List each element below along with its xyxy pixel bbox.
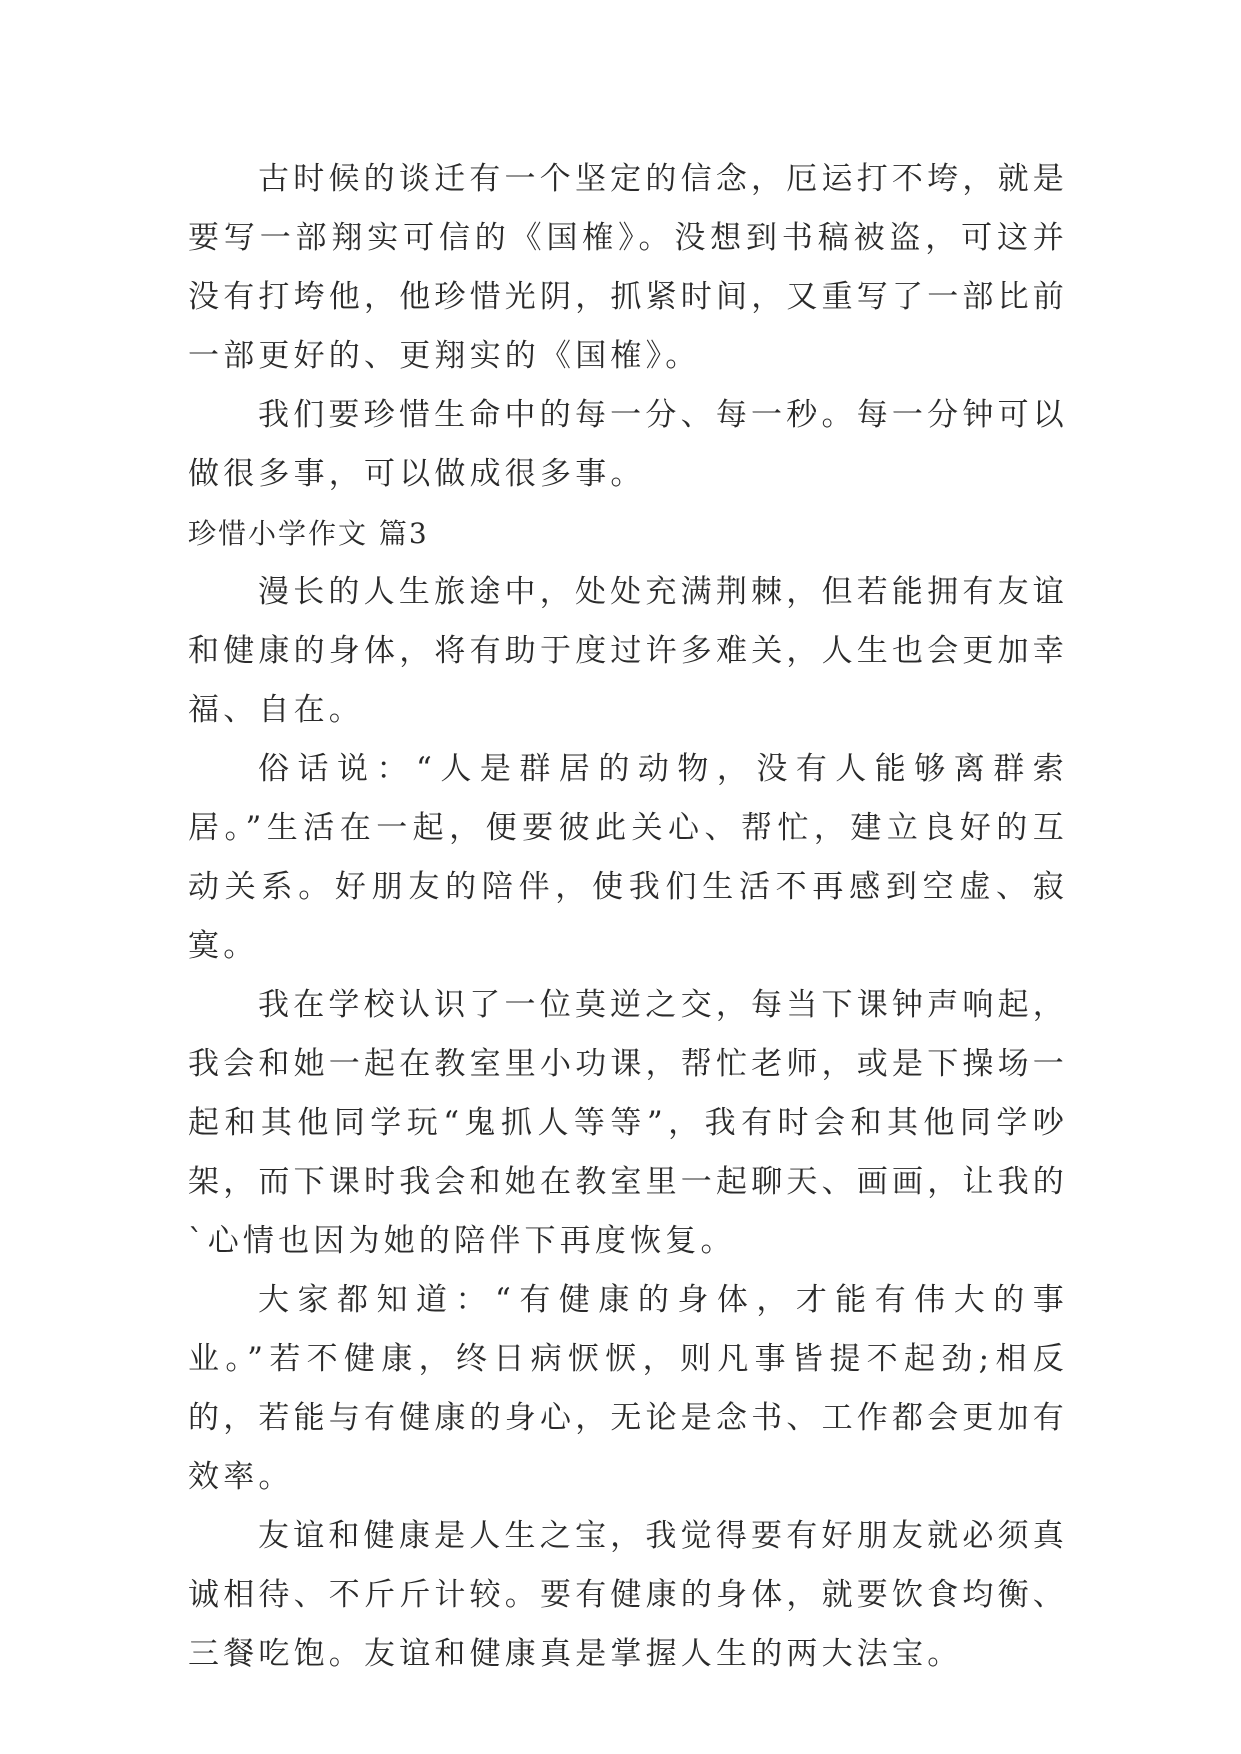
paragraph-health: 大家都知道：“有健康的身体，才能有伟大的事业。”若不健康，终日病恹恹，则凡事皆提不起劲;相反的，若能与有健康的身心，无论是念书、工作都会更加有效率。 <box>188 1282 1068 1495</box>
paragraph-cherish-time: 我们要珍惜生命中的每一分、每一秒。每一分钟可以做很多事，可以做成很多事。 <box>188 397 1068 492</box>
paragraph-proverb: 俗话说：“人是群居的动物，没有人能够离群索居。”生活在一起，便要彼此关心、帮忙，建立良好的互动关系。好朋友的陪伴，使我们生活不再感到空虚、寂寞。 <box>188 751 1068 964</box>
paragraph-conclusion: 友谊和健康是人生之宝，我觉得要有好朋友就必须真诚相待、不斤斤计较。要有健康的身体，就要饮食均衡、三餐吃饱。友谊和健康真是掌握人生的两大法宝。 <box>188 1518 1068 1672</box>
paragraph-school-friend: 我在学校认识了一位莫逆之交，每当下课钟声响起，我会和她一起在教室里小功课，帮忙老师，或是下操场一起和其他同学玩“鬼抓人等等”，我有时会和其他同学吵架，而下课时我会和她在教室里一起聊天、画画，让我的`心情也因为她的陪伴下再度恢复。 <box>188 987 1068 1259</box>
paragraph-tan-qian: 古时候的谈迁有一个坚定的信念，厄运打不垮，就是要写一部翔实可信的《国榷》。没想到书稿被盗，可这并没有打垮他，他珍惜光阴，抓紧时间，又重写了一部比前一部更好的、更翔实的《国榷》。 <box>188 161 1068 374</box>
document-body <box>188 150 1068 1684</box>
section-title: 珍惜小学作文 篇3 <box>188 517 429 550</box>
paragraph-life-journey: 漫长的人生旅途中，处处充满荆棘，但若能拥有友谊和健康的身体，将有助于度过许多难关，人生也会更加幸福、自在。 <box>188 574 1068 728</box>
